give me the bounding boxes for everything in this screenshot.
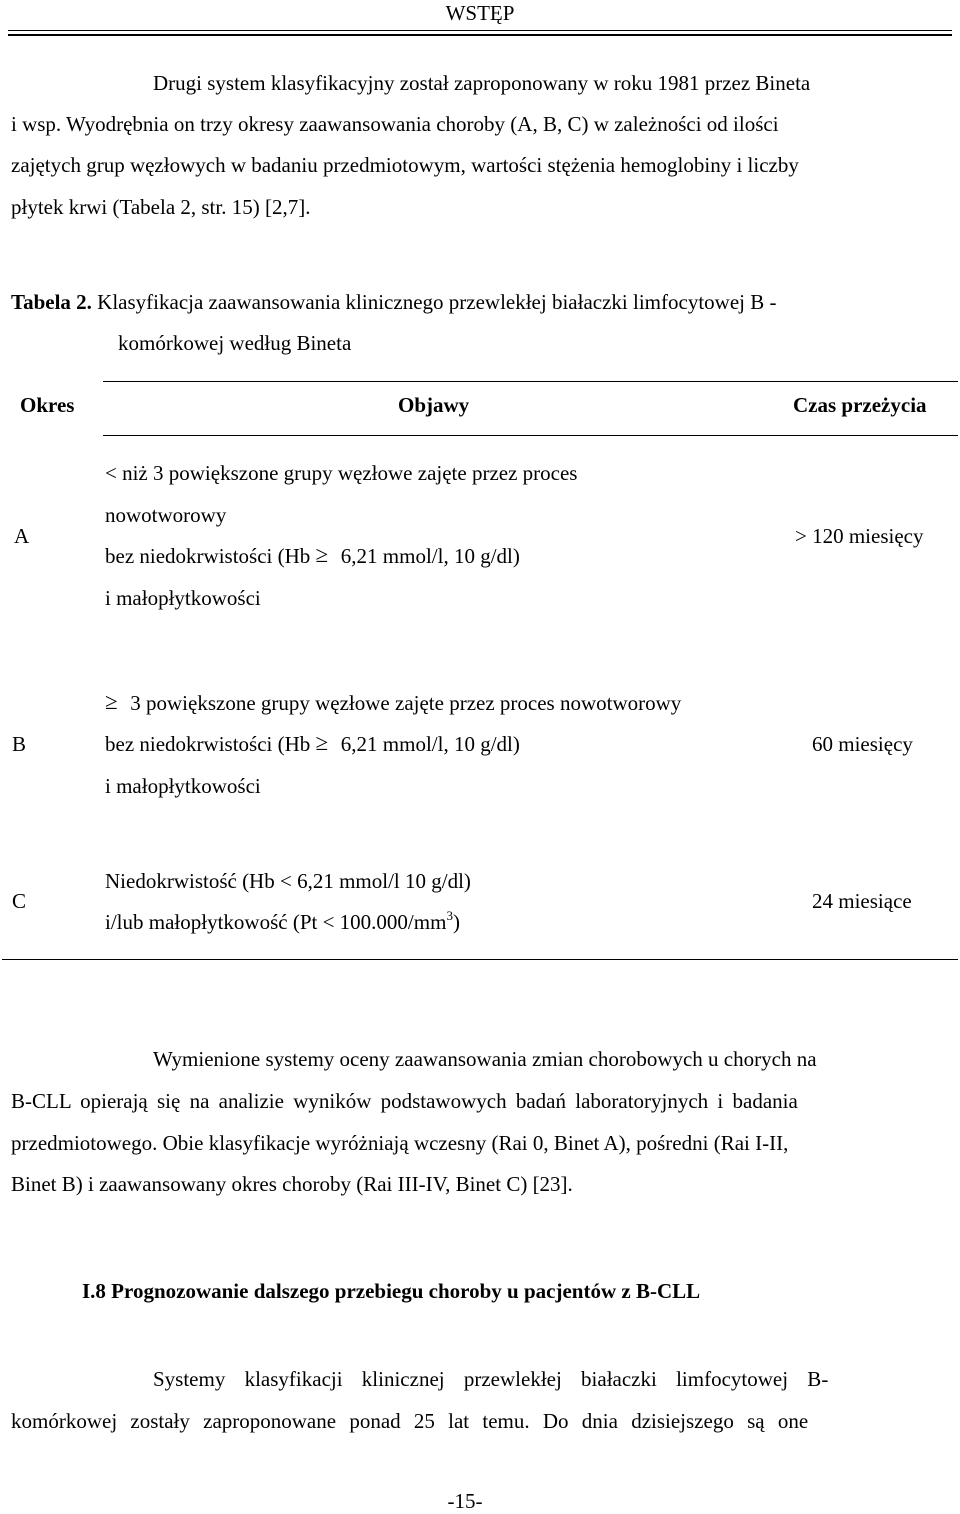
row-a-symptom-line-2: nowotworowy	[105, 503, 227, 527]
table-caption-label: Tabela 2.	[11, 290, 92, 314]
table-caption-line-2: komórkowej według Bineta	[118, 331, 352, 355]
page-number: -15-	[447, 1489, 483, 1513]
section-heading: I.8 Prognozowanie dalszego przebiegu choroby u pacjentów z B-CLL	[82, 1279, 701, 1303]
row-a-hb-text: bez niedokrwistości (Hb	[105, 544, 311, 568]
table-top-rule	[103, 381, 958, 382]
row-b-nodes-text: 3 powiększone grupy węzłowe zajęte przez proces nowotworowy	[130, 691, 682, 715]
row-c-platelets-text: i/lub małopłytkowość (Pt < 100.000/mm	[105, 910, 447, 934]
row-c-symptom-line-2	[105, 909, 460, 935]
table-header-survival: Czas przeżycia	[793, 393, 927, 417]
row-b-symptom-line-3: i małopłytkowości	[105, 774, 261, 798]
row-a-stage: A	[14, 524, 30, 548]
paragraph3-line-2: komórkowej zostały zaproponowane ponad 25 lat temu. Do dnia dzisiejszego są one	[11, 1409, 809, 1433]
row-c-close-paren: )	[452, 910, 460, 934]
row-b-symptom-line-2	[105, 731, 520, 757]
row-c-stage: C	[12, 889, 27, 913]
intro-line-1: Drugi system klasyfikacyjny został zaproponowany w roku 1981 przez Bineta	[153, 71, 811, 95]
paragraph3-line-1: Systemy klasyfikacji klinicznej przewlekłej białaczki limfocytowej B-	[153, 1367, 829, 1391]
table-header-symptoms: Objawy	[398, 393, 470, 417]
row-a-symptom-line-4: i małopłytkowości	[105, 586, 261, 610]
row-b-hb-text: bez niedokrwistości (Hb	[105, 732, 311, 756]
row-c-symptom-line-1: Niedokrwistość (Hb < 6,21 mmol/l 10 g/dl)	[105, 869, 471, 893]
greater-or-equal-symbol	[316, 545, 336, 565]
table-caption-line-1	[11, 289, 776, 315]
paragraph2-line-2	[11, 1088, 918, 1114]
header-rule-thin	[8, 30, 952, 31]
table-bottom-rule	[2, 959, 958, 960]
table-header-stage: Okres	[20, 393, 75, 417]
row-a-hb-value: 6,21 mmol/l, 10 g/dl)	[340, 544, 520, 568]
running-header-title: WSTĘP	[445, 1, 515, 25]
row-c-survival: 24 miesiące	[812, 889, 912, 913]
row-b-symptom-line-1	[105, 690, 681, 716]
row-b-survival: 60 miesięcy	[812, 732, 913, 756]
intro-line-4: płytek krwi (Tabela 2, str. 15) [2,7].	[11, 195, 311, 219]
paragraph2-line-4: Binet B) i zaawansowany okres choroby (Rai III-IV, Binet C) [23].	[11, 1172, 573, 1196]
row-c-superscript: 3	[446, 908, 453, 923]
row-b-hb-value: 6,21 mmol/l, 10 g/dl)	[340, 732, 520, 756]
paragraph2-line-3: przedmiotowego. Obie klasyfikacje wyróżniają wczesny (Rai 0, Binet A), pośredni (Rai I-II,	[11, 1131, 789, 1155]
header-rule-thick	[8, 34, 952, 36]
table-header-rule	[103, 435, 958, 436]
paragraph2-line-1: Wymienione systemy oceny zaawansowania zmian chorobowych u chorych na	[153, 1047, 817, 1071]
row-a-symptom-line-3	[105, 543, 520, 569]
intro-line-3: zajętych grup węzłowych w badaniu przedmiotowym, wartości stężenia hemoglobiny i liczby	[11, 153, 799, 177]
row-a-symptom-line-1: < niż 3 powiększone grupy węzłowe zajęte przez proces	[105, 461, 578, 485]
row-b-stage: B	[12, 732, 27, 756]
paragraph2-line-2-text: B-CLL opierają się na analizie wyników podstawowych badań laboratoryjnych i badania	[11, 1089, 798, 1113]
table-caption-text: Klasyfikacja zaawansowania klinicznego przewlekłej białaczki limfocytowej B -	[97, 290, 777, 314]
greater-or-equal-symbol	[316, 733, 336, 753]
greater-or-equal-symbol	[105, 692, 125, 712]
intro-line-2: i wsp. Wyodrębnia on trzy okresy zaawansowania choroby (A, B, C) w zależności od ilości	[11, 112, 779, 136]
row-a-survival: > 120 miesięcy	[795, 524, 924, 548]
